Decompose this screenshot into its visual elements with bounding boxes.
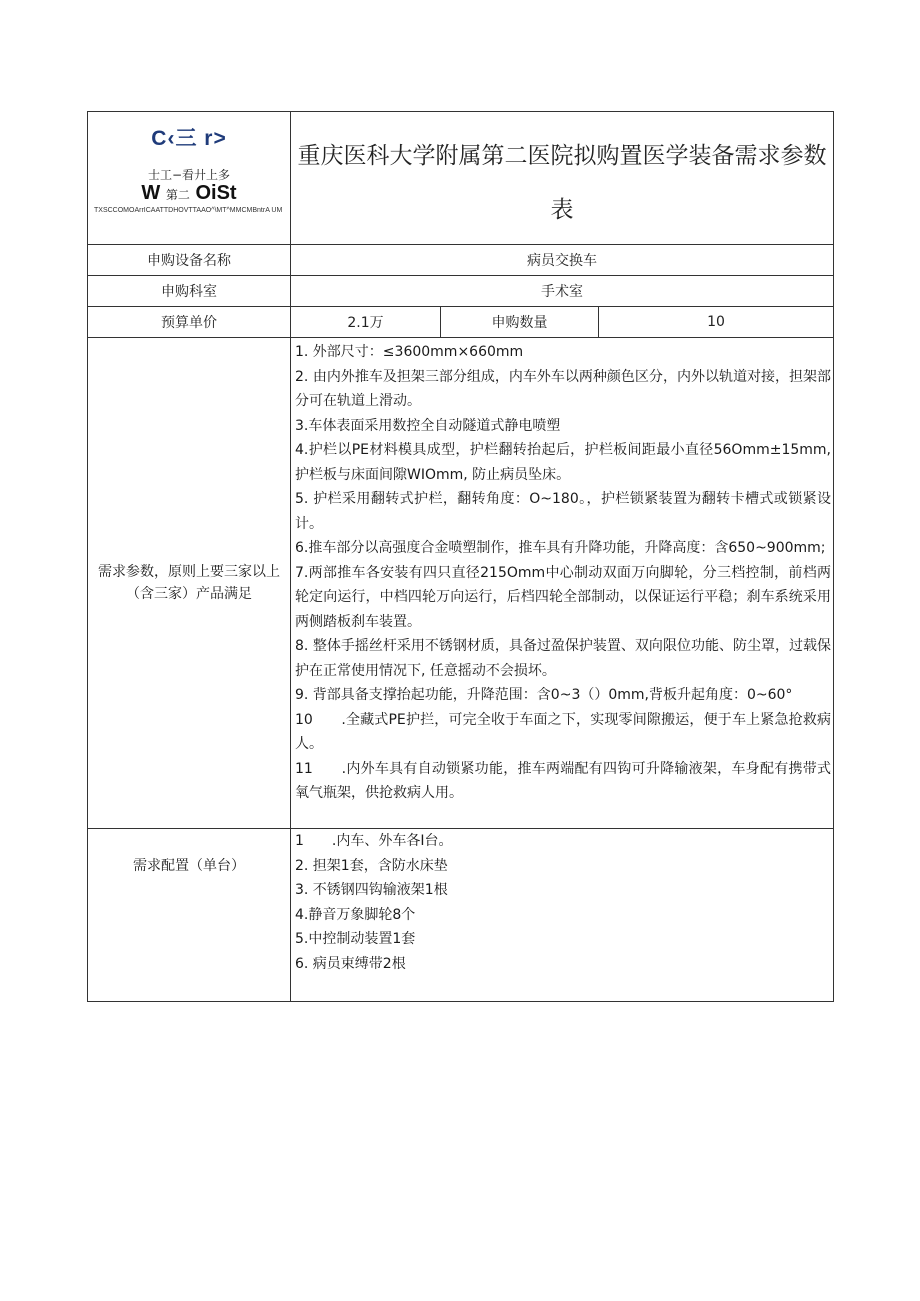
requirements-sheet bbox=[87, 111, 833, 1002]
device-name-value: 病员交换车 bbox=[291, 245, 834, 276]
requirement-item: 3.车体表面采用数控全自动隧道式静电喷塑 bbox=[295, 417, 561, 434]
requirement-item: 1. 外部尺寸：≤3600mm×660mm bbox=[295, 344, 524, 360]
requirement-item: 7.两部推车各安装有四只直径215Omm中心制动双面万向脚轮，分三档控制，前档两轮定向运行，中档四轮万向运行，后档四轮全部制动，以保证运行平稳；刹车系统采用两侧踏板刹车装置。 bbox=[295, 564, 831, 630]
configuration-item: 5.中控制动装置1套 bbox=[295, 931, 416, 947]
title-cell bbox=[291, 112, 834, 245]
requirement-item: 5. 护栏采用翻转式护栏，翻转角度：O~180。，护栏锁紧装置为翻转卡槽式或锁紧设计。 bbox=[295, 491, 831, 532]
configuration-item: 4.静音万象脚轮8个 bbox=[295, 906, 416, 923]
page-title: 重庆医科大学附属第二医院拟购置医学装备需求参数表 bbox=[297, 143, 827, 223]
configuration-label: 需求配置（单台） bbox=[88, 829, 291, 1002]
logo-chinese-text: 士工−看廾上多 bbox=[147, 168, 231, 182]
hospital-logo-cell bbox=[88, 112, 291, 245]
requirement-item: 9. 背部具备支撑抬起功能，升降范围：含0~3（）0mm,背板升起角度：0~60° bbox=[295, 687, 793, 703]
configuration-item: 1 .内车、外车各I台。 bbox=[295, 833, 453, 849]
quantity-label: 申购数量 bbox=[441, 307, 599, 338]
budget-value: 2.1万 bbox=[291, 307, 441, 338]
budget-label: 预算单价 bbox=[88, 307, 291, 338]
configuration-item: 3. 不锈钢四钩输液架1根 bbox=[295, 882, 448, 898]
device-name-label: 申购设备名称 bbox=[88, 245, 291, 276]
configuration-list bbox=[291, 829, 834, 1002]
requirement-item: 10 .全藏式PE护拦，可完全收于车面之下，实现零间隙搬运，便于车上紧急抢救病人。 bbox=[295, 711, 831, 752]
configuration-item: 6. 病员束缚带2根 bbox=[295, 955, 406, 972]
requirements-list bbox=[291, 338, 834, 829]
requirement-item: 11 .内外车具有自动锁紧功能，推车两端配有四钩可升降输液架，车身配有携带式氧气瓶架，供抢救病人用。 bbox=[295, 760, 831, 801]
requirement-item: 2. 由内外推车及担架三部分组成，内车外车以两种颜色区分，内外以轨道对接，担架部分可在轨道上滑动。 bbox=[295, 368, 831, 409]
quantity-value: 10 bbox=[599, 307, 834, 338]
logo-emblem-text: C‹三 r> bbox=[151, 127, 227, 150]
department-label: 申购科室 bbox=[88, 276, 291, 307]
hospital-logo bbox=[88, 122, 290, 215]
requirement-item: 4.护栏以PE材料模具成型，护栏翻转抬起后，护栏板间距最小直径56Omm±15mm,护栏板与床面间隙WIOmm, 防止病员坠床。 bbox=[295, 442, 831, 483]
requirements-label: 需求参数，原则上要三家以上（含三家）产品满足 bbox=[88, 338, 291, 829]
configuration-item: 2. 担架1套，含防水床垫 bbox=[295, 857, 448, 874]
requirement-item: 8. 整体手摇丝杆采用不锈钢材质，具备过盈保护装置、双向限位功能、防尘罩，过载保护在正常使用情况下, 任意摇动不会损坏。 bbox=[295, 638, 831, 679]
logo-english-text: TXSCCOMOArrICAATTDHOVTTAAO^\MT^MMCMBntrA UM bbox=[94, 207, 283, 214]
logo-name-text: W 第二 OiSt bbox=[141, 182, 237, 204]
department-value: 手术室 bbox=[291, 276, 834, 307]
spec-table bbox=[87, 111, 834, 1002]
requirement-item: 6.推车部分以高强度合金喷塑制作，推车具有升降功能，升降高度：含650~900mm; bbox=[295, 540, 826, 556]
